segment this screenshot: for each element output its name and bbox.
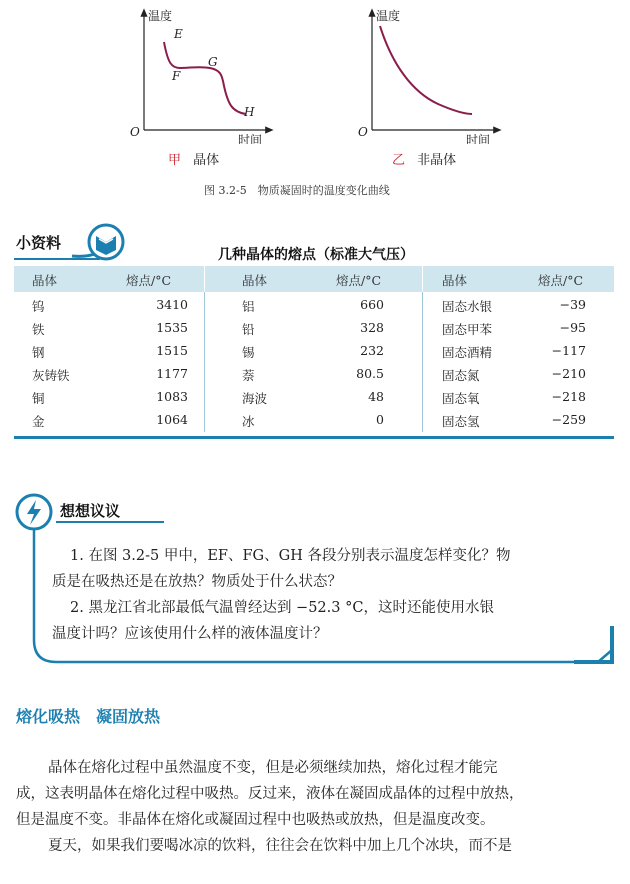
header-mp-2: 熔点/°C [336,273,382,288]
cell-value: 1515 [156,343,188,358]
cell-value: −218 [551,389,586,404]
point-e-label: E [174,27,183,41]
cell-name: 固态甲苯 [442,322,493,337]
right-caption-mark: 乙 [392,153,406,168]
cell-value: 232 [360,343,384,358]
cell-value: 328 [360,320,384,335]
cell-name: 固态氧 [442,391,480,406]
cell-value: 3410 [156,297,188,312]
col-divider-1 [204,292,205,432]
paragraph-1-line-3: 但是温度不变。非晶体在熔化或凝固过程中也吸热或放热，但是温度改变。 [16,812,495,828]
cell-name: 钨 [32,299,45,314]
cell-name: 锡 [242,345,255,360]
cell-value: 80.5 [356,366,384,381]
header-crystal-2: 晶体 [242,273,268,288]
cell-value: 0 [376,412,384,427]
crystal-cooling-graph [120,4,280,144]
point-g-label: G [208,55,218,69]
point-f-label: F [172,69,181,83]
lightning-bulb-icon [14,492,54,532]
cell-value: −95 [559,320,586,335]
left-caption-text: 晶体 [193,153,220,168]
y-axis-label: 温度 [376,9,401,23]
cell-value: 1535 [156,320,188,335]
cell-name: 海波 [242,391,268,406]
cell-name: 固态氮 [442,368,480,383]
paragraph-1-line-1: 晶体在熔化过程中虽然温度不变，但是必须继续加热，熔化过程才能完 [48,760,498,776]
table-header [14,266,614,292]
y-axis-label: 温度 [148,9,173,23]
table-bottom-rule [14,436,614,439]
cell-name: 铜 [32,391,45,406]
discussion-title: 想想议议 [60,502,121,520]
left-caption-mark: 甲 [168,153,182,168]
question-2-line-2: 温度计吗？应该使用什么样的液体温度计？ [52,626,328,642]
resources-box [14,222,614,440]
cell-name: 铝 [242,299,255,314]
cell-value: 1083 [156,389,188,404]
col-divider-2 [422,292,423,432]
cell-value: 1177 [156,366,188,381]
x-axis-label: 时间 [238,133,263,144]
header-divider-2 [422,266,423,292]
question-1-line-2: 质是在吸热还是在放热？物质处于什么状态？ [52,574,342,590]
cell-name: 固态水银 [442,299,493,314]
origin-label: O [358,125,368,139]
header-mp-1: 熔点/°C [126,273,172,288]
header-divider-1 [204,266,205,292]
cell-name: 固态酒精 [442,345,493,360]
cell-value: −117 [551,343,586,358]
right-caption-text: 非晶体 [417,153,457,168]
question-2-line-1: 2. 黑龙江省北部最低气温曾经达到 −52.3 °C，这时还能使用水银 [70,600,494,616]
header-crystal-1: 晶体 [32,273,58,288]
cell-name: 钢 [32,345,45,360]
cell-name: 铅 [242,322,255,337]
figure-caption: 图 3.2-5 物质凝固时的温度变化曲线 [204,184,390,197]
header-crystal-3: 晶体 [442,273,468,288]
cell-value: 660 [360,297,384,312]
left-graph-caption [168,149,219,168]
cell-name: 萘 [242,368,255,383]
figure-area [0,0,630,200]
cell-name: 灰铸铁 [32,368,70,383]
cell-value: −259 [551,412,586,427]
x-axis-label: 时间 [466,133,491,144]
right-graph-caption [392,149,456,168]
table-title: 几种晶体的熔点（标准大气压） [218,247,414,263]
section-title: 熔化吸热 凝固放热 [16,707,161,726]
cell-name: 固态氢 [442,414,480,429]
discussion-box [14,490,614,666]
paragraph-1-line-2: 成，这表明晶体在熔化过程中吸热。反过来，液体在凝固成晶体的过程中放热， [16,786,524,802]
amorphous-curve [380,26,472,114]
amorphous-cooling-graph [348,4,508,144]
cell-name: 冰 [242,414,255,429]
paragraph-2-line-1: 夏天，如果我们要喝冰凉的饮料，往往会在饮料中加上几个冰块，而不是 [48,838,512,854]
cell-value: 48 [368,389,384,404]
origin-label: O [130,125,140,139]
cell-value: 1064 [156,412,188,427]
cell-value: −210 [551,366,586,381]
cell-name: 铁 [32,322,45,337]
cell-value: −39 [559,297,586,312]
header-mp-3: 熔点/°C [538,273,584,288]
question-1-line-1: 1. 在图 3.2-5 甲中，EF、FG、GH 各段分别表示温度怎样变化？物 [70,548,511,564]
cell-name: 金 [32,414,45,429]
point-h-label: H [244,105,255,119]
resources-underline [14,258,100,260]
resources-label: 小资料 [16,234,62,252]
